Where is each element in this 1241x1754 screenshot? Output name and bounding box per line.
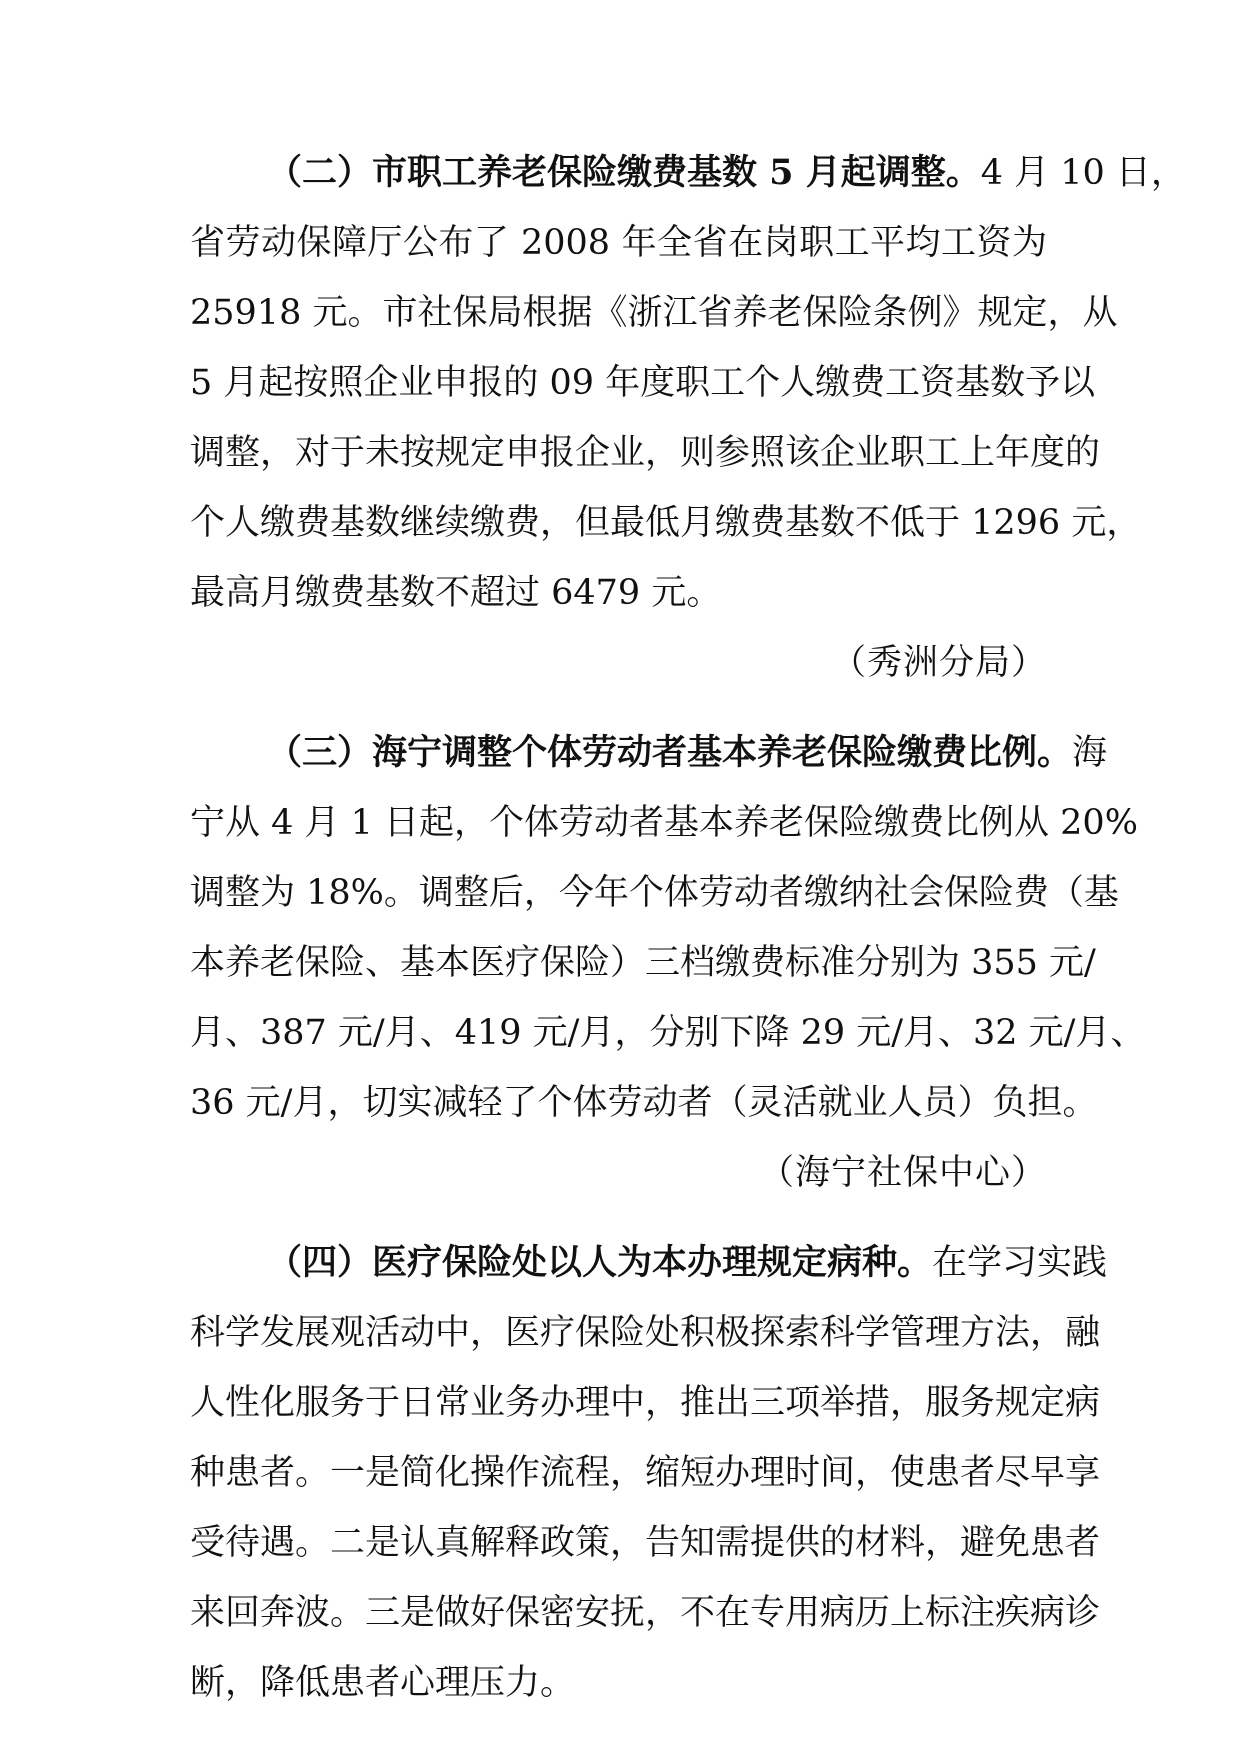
section-3-heading: （三）海宁调整个体劳动者基本养老保险缴费比例。 (267, 732, 1073, 773)
section-2-source: （秀洲分局） (830, 643, 1047, 683)
body-line: 月、387 元/月、419 元/月，分别下降 29 元/月、32 元/月、 (190, 1013, 1146, 1053)
body-line: 断，降低患者心理压力。 (190, 1663, 576, 1703)
body-line: 5 月起按照企业申报的 09 年度职工个人缴费工资基数予以 (190, 363, 1096, 403)
body-line: 来回奔波。三是做好保密安抚，不在专用病历上标注疾病诊 (190, 1593, 1101, 1633)
body-line: 本养老保险、基本医疗保险）三档缴费标准分别为 355 元/ (190, 943, 1096, 983)
body-line: 种患者。一是简化操作流程，缩短办理时间，使患者尽早享 (190, 1453, 1101, 1493)
section-3-source: （海宁社保中心） (758, 1153, 1047, 1193)
section-4-line-1 (267, 1228, 1108, 1298)
body-line: 最高月缴费基数不超过 6479 元。 (190, 573, 722, 613)
body-line: 受待遇。二是认真解释政策，告知需提供的材料，避免患者 (190, 1523, 1101, 1563)
section-3-text: 海 (1072, 733, 1108, 773)
section-4-heading: （四）医疗保险处以人为本办理规定病种。 (267, 1242, 933, 1283)
body-line: 36 元/月，切实减轻了个体劳动者（灵活就业人员）负担。 (190, 1083, 1098, 1123)
section-2-heading: （二）市职工养老保险缴费基数 5 月起调整。 (267, 152, 981, 193)
body-line: 宁从 4 月 1 日起，个体劳动者基本养老保险缴费比例从 20% (190, 803, 1138, 843)
body-line: 人性化服务于日常业务办理中，推出三项举措，服务规定病 (190, 1383, 1101, 1423)
section-2-line-1 (267, 138, 1186, 208)
body-line: 省劳动保障厅公布了 2008 年全省在岗职工平均工资为 (190, 223, 1047, 263)
section-4-text: 在学习实践 (932, 1243, 1108, 1283)
section-3-line-1 (267, 718, 1108, 788)
body-line: 个人缴费基数继续缴费，但最低月缴费基数不低于 1296 元， (190, 503, 1142, 543)
body-line: 调整为 18%。调整后，今年个体劳动者缴纳社会保险费（基 (190, 873, 1119, 913)
body-line: 调整，对于未按规定申报企业，则参照该企业职工上年度的 (190, 433, 1101, 473)
body-line: 25918 元。市社保局根据《浙江省养老保险条例》规定，从 (190, 293, 1118, 333)
section-2-text: 4 月 10 日， (980, 153, 1186, 193)
body-line: 科学发展观活动中，医疗保险处积极探索科学管理方法，融 (190, 1313, 1101, 1353)
